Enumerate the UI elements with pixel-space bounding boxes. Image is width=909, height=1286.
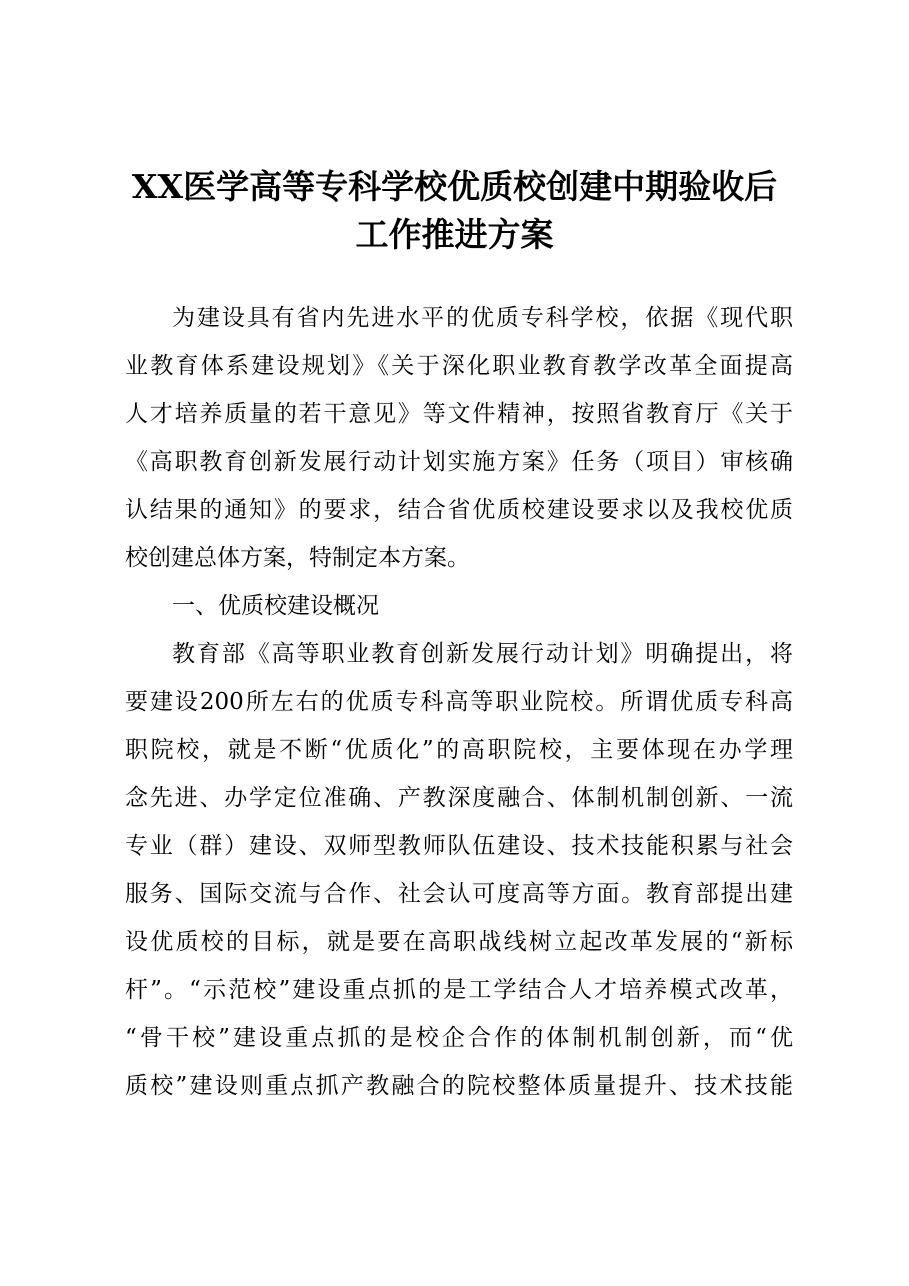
paragraph-line: 职院校，就是不断“优质化”的高职院校，主要体现在办学理	[125, 737, 793, 763]
paragraph-line: 设优质校的目标，就是要在高职战线树立起改革发展的“新标	[125, 929, 793, 955]
paragraph-line: 校创建总体方案，特制定本方案。	[125, 545, 470, 571]
paragraph-line: 服务、国际交流与合作、社会认可度高等方面。教育部提出建	[125, 881, 793, 907]
paragraph-line: 念先进、办学定位准确、产教深度融合、体制机制创新、一流	[125, 785, 793, 811]
paragraph-line: 要建设200所左右的优质专科高等职业院校。所谓优质专科高	[125, 689, 793, 715]
paragraph-line: 杆”。“示范校”建设重点抓的是工学结合人才培养模式改革，	[125, 977, 793, 1003]
document-title-line-2: 工作推进方案	[355, 215, 554, 254]
paragraph-line: “骨干校”建设重点抓的是校企合作的体制机制创新，而“优	[125, 1025, 793, 1051]
paragraph-line: 教育部《高等职业教育创新发展行动计划》明确提出，将	[172, 641, 793, 667]
section-heading: 一、优质校建设概况	[172, 593, 379, 619]
document-title-line-1: XX医学高等专科学校优质校创建中期验收后	[131, 167, 778, 206]
paragraph-line: 专业（群）建设、双师型教师队伍建设、技术技能积累与社会	[125, 833, 793, 859]
paragraph-line: 人才培养质量的若干意见》等文件精神，按照省教育厅《关于	[125, 401, 793, 427]
paragraph-line: 《高职教育创新发展行动计划实施方案》任务（项目）审核确	[125, 449, 793, 475]
paragraph-line: 为建设具有省内先进水平的优质专科学校，依据《现代职	[172, 305, 793, 331]
paragraph-line: 认结果的通知》的要求，结合省优质校建设要求以及我校优质	[125, 497, 793, 523]
paragraph-line: 质校”建设则重点抓产教融合的院校整体质量提升、技术技能	[125, 1073, 793, 1099]
paragraph-line: 业教育体系建设规划》《关于深化职业教育教学改革全面提高	[125, 353, 793, 379]
